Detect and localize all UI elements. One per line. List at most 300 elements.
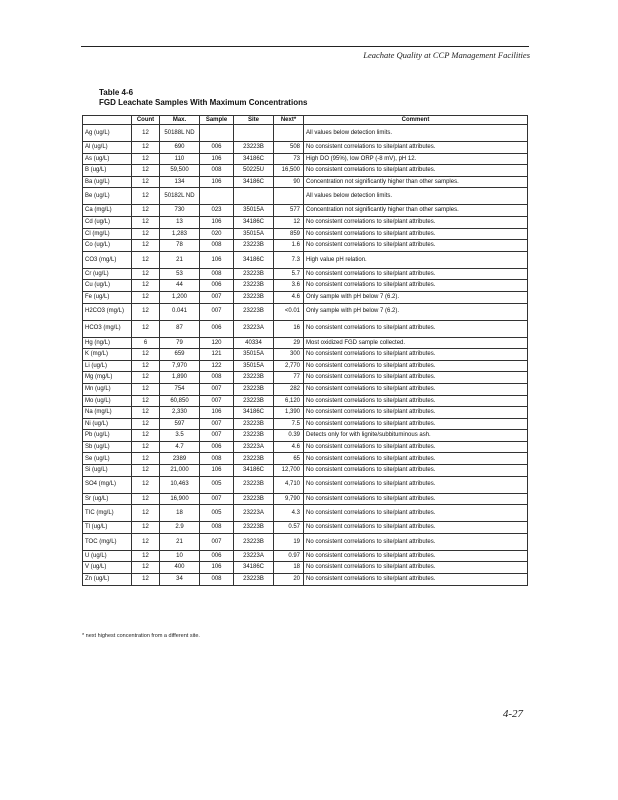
cell-next: 65 xyxy=(274,453,304,465)
cell-parameter: Al (ug/L) xyxy=(83,142,132,154)
cell-comment: No consistent correlations to site/plant attributes. xyxy=(304,441,528,453)
table-footnote: * next highest concentration from a different site. xyxy=(82,633,200,639)
table-row xyxy=(83,574,528,586)
table-row xyxy=(83,418,528,430)
cell-site: 34186C xyxy=(234,562,274,574)
cell-count: 12 xyxy=(132,407,160,419)
cell-sample xyxy=(200,125,234,142)
cell-count: 12 xyxy=(132,205,160,217)
cell-count: 12 xyxy=(132,251,160,268)
cell-sample: 008 xyxy=(200,165,234,177)
table-row xyxy=(83,153,528,165)
cell-parameter: B (ug/L) xyxy=(83,165,132,177)
cell-next: 29 xyxy=(274,337,304,349)
cell-sample: 006 xyxy=(200,441,234,453)
cell-sample: 006 xyxy=(200,320,234,337)
cell-count: 12 xyxy=(132,418,160,430)
table-row xyxy=(83,303,528,320)
cell-next: 6,120 xyxy=(274,395,304,407)
cell-next: 19 xyxy=(274,533,304,550)
cell-parameter: Cr (ug/L) xyxy=(83,268,132,280)
cell-site: 23223A xyxy=(234,505,274,522)
cell-count: 12 xyxy=(132,505,160,522)
cell-sample: 007 xyxy=(200,493,234,505)
cell-parameter: Hg (ng/L) xyxy=(83,337,132,349)
cell-comment: No consistent correlations to site/plant attributes. xyxy=(304,476,528,493)
cell-site: 35015A xyxy=(234,349,274,361)
cell-max: 400 xyxy=(160,562,200,574)
cell-max: 690 xyxy=(160,142,200,154)
cell-site: 23223B xyxy=(234,291,274,303)
cell-comment: High DO (95%), low ORP (-8 mV), pH 12. xyxy=(304,153,528,165)
table-row xyxy=(83,522,528,534)
cell-site: 50225U xyxy=(234,165,274,177)
cell-count: 12 xyxy=(132,240,160,252)
cell-next: 12,700 xyxy=(274,465,304,477)
cell-parameter: CO3 (mg/L) xyxy=(83,251,132,268)
cell-count: 12 xyxy=(132,430,160,442)
cell-sample: 005 xyxy=(200,476,234,493)
cell-parameter: Pb (ug/L) xyxy=(83,430,132,442)
cell-comment: No consistent correlations to site/plant attributes. xyxy=(304,453,528,465)
cell-comment: All values below detection limits. xyxy=(304,188,528,205)
cell-site: 23223A xyxy=(234,441,274,453)
cell-sample: 006 xyxy=(200,142,234,154)
col-header-next: Next* xyxy=(274,116,304,125)
cell-parameter: HCO3 (mg/L) xyxy=(83,320,132,337)
cell-comment: Concentration not significantly higher than other samples. xyxy=(304,205,528,217)
cell-next: 20 xyxy=(274,574,304,586)
table-row xyxy=(83,188,528,205)
cell-sample: 007 xyxy=(200,291,234,303)
table-row xyxy=(83,125,528,142)
cell-max: 21,000 xyxy=(160,465,200,477)
cell-comment: No consistent correlations to site/plant attributes. xyxy=(304,142,528,154)
cell-parameter: U (ug/L) xyxy=(83,550,132,562)
cell-next: 4.3 xyxy=(274,505,304,522)
cell-parameter: H2CO3 (mg/L) xyxy=(83,303,132,320)
cell-comment: Most oxidized FGD sample collected. xyxy=(304,337,528,349)
cell-comment: No consistent correlations to site/plant attributes. xyxy=(304,418,528,430)
cell-comment: No consistent correlations to site/plant attributes. xyxy=(304,522,528,534)
cell-comment: No consistent correlations to site/plant attributes. xyxy=(304,383,528,395)
cell-sample: 008 xyxy=(200,453,234,465)
table-row xyxy=(83,562,528,574)
cell-site: 23223B xyxy=(234,522,274,534)
cell-next: 18 xyxy=(274,562,304,574)
cell-parameter: SO4 (mg/L) xyxy=(83,476,132,493)
table-row xyxy=(83,216,528,228)
cell-count: 12 xyxy=(132,574,160,586)
cell-count: 12 xyxy=(132,562,160,574)
table-row xyxy=(83,280,528,292)
cell-count: 12 xyxy=(132,550,160,562)
cell-count: 12 xyxy=(132,125,160,142)
cell-site xyxy=(234,125,274,142)
cell-site: 34186C xyxy=(234,216,274,228)
table-row xyxy=(83,251,528,268)
cell-max: 730 xyxy=(160,205,200,217)
cell-parameter: Be (ug/L) xyxy=(83,188,132,205)
cell-max: 134 xyxy=(160,176,200,188)
cell-sample: 006 xyxy=(200,550,234,562)
cell-count: 12 xyxy=(132,372,160,384)
table-row xyxy=(83,493,528,505)
cell-count: 12 xyxy=(132,280,160,292)
table-body xyxy=(83,125,528,586)
cell-count: 12 xyxy=(132,165,160,177)
cell-parameter: Cd (ug/L) xyxy=(83,216,132,228)
cell-site: 23223A xyxy=(234,550,274,562)
cell-next: 859 xyxy=(274,228,304,240)
cell-comment: No consistent correlations to site/plant attributes. xyxy=(304,216,528,228)
cell-max: 10 xyxy=(160,550,200,562)
cell-comment: No consistent correlations to site/plant attributes. xyxy=(304,360,528,372)
cell-sample: 007 xyxy=(200,395,234,407)
cell-next: 73 xyxy=(274,153,304,165)
running-header: Leachate Quality at CCP Management Facilities xyxy=(363,50,530,60)
cell-comment: No consistent correlations to site/plant attributes. xyxy=(304,407,528,419)
cell-sample: 122 xyxy=(200,360,234,372)
table-row xyxy=(83,176,528,188)
cell-parameter: K (mg/L) xyxy=(83,349,132,361)
cell-sample: 007 xyxy=(200,430,234,442)
cell-site: 34186C xyxy=(234,176,274,188)
cell-count: 12 xyxy=(132,349,160,361)
cell-parameter: Tl (ug/L) xyxy=(83,522,132,534)
cell-comment: All values below detection limits. xyxy=(304,125,528,142)
cell-parameter: Se (ug/L) xyxy=(83,453,132,465)
cell-count: 12 xyxy=(132,493,160,505)
cell-sample: 008 xyxy=(200,372,234,384)
table-row xyxy=(83,453,528,465)
cell-sample: 007 xyxy=(200,303,234,320)
cell-max: 659 xyxy=(160,349,200,361)
cell-count: 12 xyxy=(132,176,160,188)
cell-comment: No consistent correlations to site/plant attributes. xyxy=(304,320,528,337)
cell-max: 1,890 xyxy=(160,372,200,384)
cell-sample: 005 xyxy=(200,505,234,522)
col-header-parameter xyxy=(83,116,132,125)
cell-next: 0.97 xyxy=(274,550,304,562)
cell-count: 12 xyxy=(132,476,160,493)
table-row xyxy=(83,533,528,550)
cell-max: 21 xyxy=(160,251,200,268)
cell-next: 508 xyxy=(274,142,304,154)
cell-max: 10,463 xyxy=(160,476,200,493)
table-title: FGD Leachate Samples With Maximum Concentrations xyxy=(99,98,308,107)
cell-count: 12 xyxy=(132,441,160,453)
cell-site: 34186C xyxy=(234,465,274,477)
table-row xyxy=(83,441,528,453)
table-row xyxy=(83,383,528,395)
cell-comment: No consistent correlations to site/plant attributes. xyxy=(304,372,528,384)
cell-sample: 006 xyxy=(200,280,234,292)
cell-parameter: Ba (ug/L) xyxy=(83,176,132,188)
cell-site: 35015A xyxy=(234,360,274,372)
cell-count: 12 xyxy=(132,522,160,534)
cell-max: 34 xyxy=(160,574,200,586)
cell-sample: 106 xyxy=(200,176,234,188)
cell-max: 2.9 xyxy=(160,522,200,534)
cell-count: 12 xyxy=(132,228,160,240)
cell-max: 50188L ND xyxy=(160,125,200,142)
cell-max: 0.041 xyxy=(160,303,200,320)
cell-next: 4,710 xyxy=(274,476,304,493)
cell-max: 53 xyxy=(160,268,200,280)
cell-max: 21 xyxy=(160,533,200,550)
cell-comment: No consistent correlations to site/plant attributes. xyxy=(304,395,528,407)
cell-max: 44 xyxy=(160,280,200,292)
cell-comment: No consistent correlations to site/plant attributes. xyxy=(304,493,528,505)
cell-next: 12 xyxy=(274,216,304,228)
table-header-row xyxy=(83,116,528,125)
cell-sample: 007 xyxy=(200,383,234,395)
cell-count: 6 xyxy=(132,337,160,349)
cell-sample: 106 xyxy=(200,562,234,574)
cell-parameter: Co (ug/L) xyxy=(83,240,132,252)
table-row xyxy=(83,240,528,252)
cell-site xyxy=(234,188,274,205)
cell-next: 5.7 xyxy=(274,268,304,280)
cell-max: 78 xyxy=(160,240,200,252)
cell-next xyxy=(274,188,304,205)
table-caption xyxy=(99,88,307,108)
table-row xyxy=(83,395,528,407)
cell-site: 40334 xyxy=(234,337,274,349)
table-row xyxy=(83,228,528,240)
cell-parameter: Si (ug/L) xyxy=(83,465,132,477)
cell-next: 1.6 xyxy=(274,240,304,252)
cell-comment: No consistent correlations to site/plant attributes. xyxy=(304,562,528,574)
cell-next: 16,500 xyxy=(274,165,304,177)
table-row xyxy=(83,505,528,522)
cell-sample: 106 xyxy=(200,216,234,228)
header-rule xyxy=(81,46,529,47)
cell-next: 0.57 xyxy=(274,522,304,534)
cell-sample: 020 xyxy=(200,228,234,240)
cell-parameter: Cu (ug/L) xyxy=(83,280,132,292)
cell-comment: High value pH relation. xyxy=(304,251,528,268)
cell-max: 50182L ND xyxy=(160,188,200,205)
table-row xyxy=(83,291,528,303)
cell-site: 34186C xyxy=(234,251,274,268)
cell-comment: Concentration not significantly higher than other samples. xyxy=(304,176,528,188)
cell-count: 12 xyxy=(132,268,160,280)
cell-parameter: Sb (ug/L) xyxy=(83,441,132,453)
cell-parameter: Fe (ug/L) xyxy=(83,291,132,303)
cell-comment: No consistent correlations to site/plant attributes. xyxy=(304,240,528,252)
cell-comment: No consistent correlations to site/plant attributes. xyxy=(304,349,528,361)
cell-max: 18 xyxy=(160,505,200,522)
table-row xyxy=(83,165,528,177)
cell-parameter: TIC (mg/L) xyxy=(83,505,132,522)
col-header-count: Count xyxy=(132,116,160,125)
cell-max: 1,200 xyxy=(160,291,200,303)
cell-next: 3.6 xyxy=(274,280,304,292)
leachate-table xyxy=(82,115,528,586)
cell-comment: No consistent correlations to site/plant attributes. xyxy=(304,533,528,550)
cell-next: 577 xyxy=(274,205,304,217)
cell-site: 23223B xyxy=(234,476,274,493)
cell-sample: 120 xyxy=(200,337,234,349)
table-row xyxy=(83,142,528,154)
cell-sample: 121 xyxy=(200,349,234,361)
cell-comment: No consistent correlations to site/plant attributes. xyxy=(304,268,528,280)
cell-comment: No consistent correlations to site/plant attributes. xyxy=(304,574,528,586)
cell-next: 300 xyxy=(274,349,304,361)
cell-site: 23223B xyxy=(234,268,274,280)
cell-count: 12 xyxy=(132,320,160,337)
table-row xyxy=(83,360,528,372)
cell-sample: 106 xyxy=(200,465,234,477)
cell-max: 7,970 xyxy=(160,360,200,372)
cell-next: 16 xyxy=(274,320,304,337)
cell-site: 23223B xyxy=(234,240,274,252)
cell-sample: 008 xyxy=(200,574,234,586)
col-header-max: Max. xyxy=(160,116,200,125)
cell-parameter: Ag (ug/L) xyxy=(83,125,132,142)
table-row xyxy=(83,337,528,349)
col-header-site: Site xyxy=(234,116,274,125)
cell-site: 23223B xyxy=(234,418,274,430)
cell-site: 23223B xyxy=(234,493,274,505)
cell-count: 12 xyxy=(132,383,160,395)
cell-next: <0.01 xyxy=(274,303,304,320)
cell-parameter: Cl (mg/L) xyxy=(83,228,132,240)
cell-max: 1,283 xyxy=(160,228,200,240)
cell-next: 4.6 xyxy=(274,291,304,303)
cell-max: 4.7 xyxy=(160,441,200,453)
table-row xyxy=(83,349,528,361)
cell-count: 12 xyxy=(132,360,160,372)
table-row xyxy=(83,205,528,217)
table-row xyxy=(83,268,528,280)
cell-sample: 106 xyxy=(200,251,234,268)
cell-parameter: Mo (ug/L) xyxy=(83,395,132,407)
cell-comment: No consistent correlations to site/plant attributes. xyxy=(304,165,528,177)
table-row xyxy=(83,320,528,337)
cell-sample: 007 xyxy=(200,418,234,430)
table-row xyxy=(83,550,528,562)
cell-max: 3.5 xyxy=(160,430,200,442)
cell-comment: No consistent correlations to site/plant attributes. xyxy=(304,505,528,522)
cell-comment: No consistent correlations to site/plant attributes. xyxy=(304,550,528,562)
cell-parameter: Sr (ug/L) xyxy=(83,493,132,505)
cell-next xyxy=(274,125,304,142)
cell-site: 23223B xyxy=(234,574,274,586)
cell-max: 60,850 xyxy=(160,395,200,407)
cell-count: 12 xyxy=(132,216,160,228)
cell-site: 23223B xyxy=(234,303,274,320)
cell-next: 2,770 xyxy=(274,360,304,372)
cell-comment: Detects only for with lignite/subbituminous ash. xyxy=(304,430,528,442)
cell-next: 90 xyxy=(274,176,304,188)
cell-comment: Only sample with pH below 7 (6.2). xyxy=(304,291,528,303)
cell-count: 12 xyxy=(132,453,160,465)
cell-count: 12 xyxy=(132,153,160,165)
cell-parameter: Ca (mg/L) xyxy=(83,205,132,217)
cell-sample xyxy=(200,188,234,205)
cell-next: 77 xyxy=(274,372,304,384)
col-header-comment: Comment xyxy=(304,116,528,125)
cell-site: 34186C xyxy=(234,407,274,419)
cell-comment: No consistent correlations to site/plant attributes. xyxy=(304,280,528,292)
page-number: 4-27 xyxy=(502,708,523,720)
cell-count: 12 xyxy=(132,188,160,205)
cell-max: 87 xyxy=(160,320,200,337)
cell-max: 2,330 xyxy=(160,407,200,419)
cell-comment: Only sample with pH below 7 (6.2). xyxy=(304,303,528,320)
col-header-sample: Sample xyxy=(200,116,234,125)
cell-site: 23223B xyxy=(234,280,274,292)
cell-next: 4.6 xyxy=(274,441,304,453)
cell-parameter: Mn (ug/L) xyxy=(83,383,132,395)
cell-site: 35015A xyxy=(234,228,274,240)
table-row xyxy=(83,430,528,442)
table-row xyxy=(83,372,528,384)
cell-count: 12 xyxy=(132,465,160,477)
cell-parameter: Na (mg/L) xyxy=(83,407,132,419)
cell-next: 1,390 xyxy=(274,407,304,419)
cell-count: 12 xyxy=(132,142,160,154)
cell-parameter: Mg (mg/L) xyxy=(83,372,132,384)
cell-parameter: Ni (ug/L) xyxy=(83,418,132,430)
table-number: Table 4-6 xyxy=(99,88,134,97)
cell-max: 597 xyxy=(160,418,200,430)
table-row xyxy=(83,407,528,419)
cell-site: 23223B xyxy=(234,383,274,395)
cell-next: 282 xyxy=(274,383,304,395)
cell-max: 59,500 xyxy=(160,165,200,177)
cell-site: 35015A xyxy=(234,205,274,217)
cell-site: 23223B xyxy=(234,395,274,407)
cell-site: 23223B xyxy=(234,142,274,154)
cell-site: 23223B xyxy=(234,533,274,550)
cell-site: 23223B xyxy=(234,453,274,465)
cell-comment: No consistent correlations to site/plant attributes. xyxy=(304,465,528,477)
cell-sample: 106 xyxy=(200,153,234,165)
cell-site: 23223A xyxy=(234,320,274,337)
cell-count: 12 xyxy=(132,395,160,407)
cell-max: 754 xyxy=(160,383,200,395)
cell-next: 9,790 xyxy=(274,493,304,505)
cell-sample: 008 xyxy=(200,240,234,252)
cell-parameter: V (ug/L) xyxy=(83,562,132,574)
cell-site: 23223B xyxy=(234,430,274,442)
cell-parameter: Li (ug/L) xyxy=(83,360,132,372)
cell-site: 34186C xyxy=(234,153,274,165)
cell-count: 12 xyxy=(132,291,160,303)
cell-parameter: TOC (mg/L) xyxy=(83,533,132,550)
cell-sample: 008 xyxy=(200,522,234,534)
cell-parameter: Zn (ug/L) xyxy=(83,574,132,586)
cell-next: 7.5 xyxy=(274,418,304,430)
cell-sample: 106 xyxy=(200,407,234,419)
cell-next: 7.3 xyxy=(274,251,304,268)
cell-next: 0.39 xyxy=(274,430,304,442)
cell-sample: 007 xyxy=(200,533,234,550)
cell-sample: 023 xyxy=(200,205,234,217)
table-row xyxy=(83,465,528,477)
table-row xyxy=(83,476,528,493)
cell-sample: 008 xyxy=(200,268,234,280)
cell-max: 110 xyxy=(160,153,200,165)
cell-parameter: As (ug/L) xyxy=(83,153,132,165)
cell-max: 13 xyxy=(160,216,200,228)
cell-count: 12 xyxy=(132,533,160,550)
cell-max: 79 xyxy=(160,337,200,349)
